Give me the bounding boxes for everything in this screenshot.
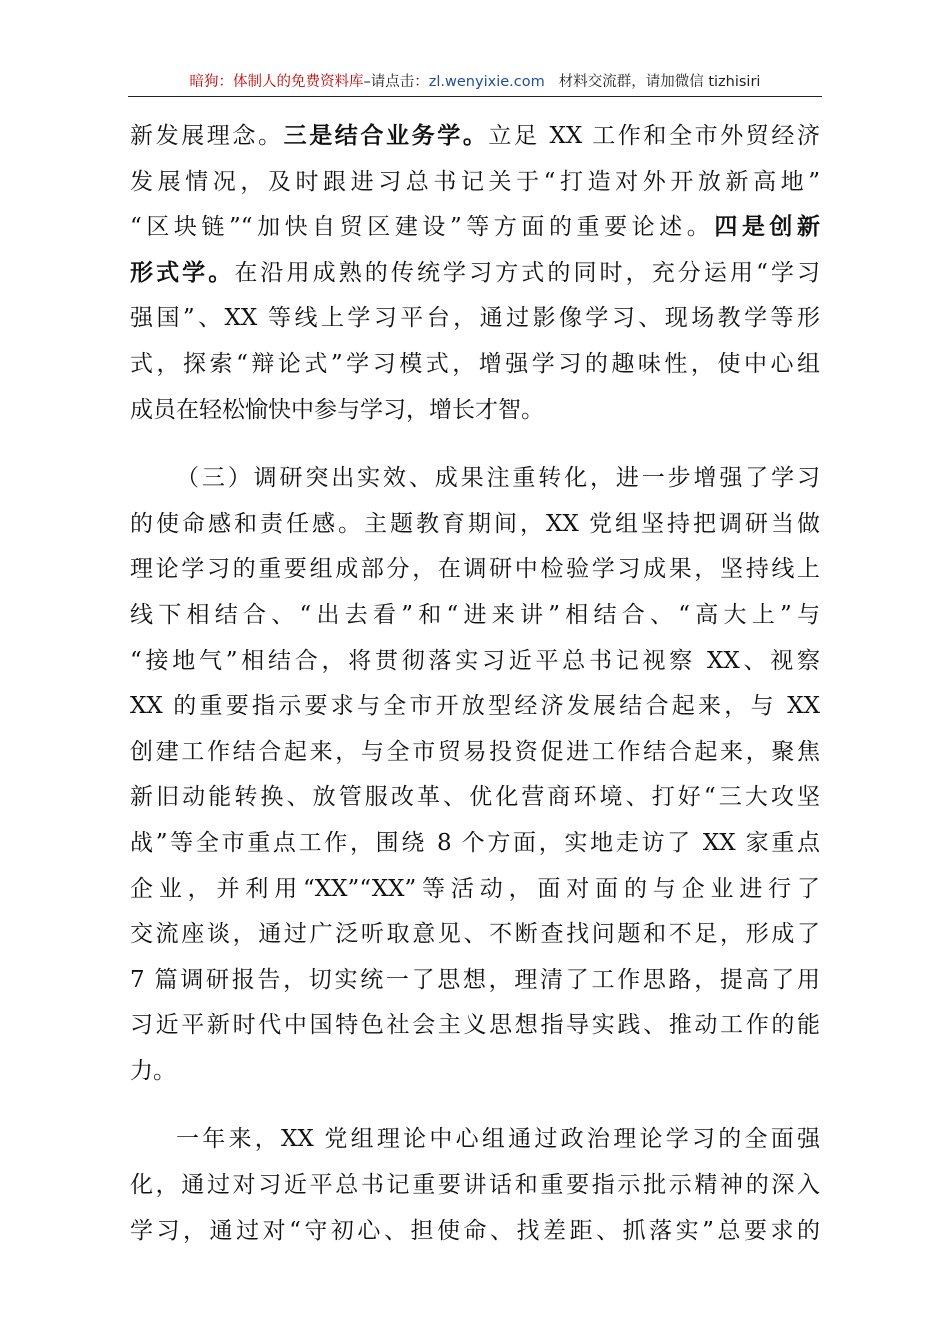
paragraph-gap	[130, 433, 820, 456]
header-wechat-note: 材料交流群，请加微信 tizhisiri	[558, 74, 761, 90]
paragraph-line: 习近平新时代中国特色社会主义思想指导实践、推动工作的能	[130, 1012, 820, 1039]
bold-heading: 形式学。	[130, 259, 235, 286]
paragraph-line: 成员在轻松愉快中参与学习，增长才智。	[130, 396, 544, 423]
paragraph-line: 强国”、XX 等线上学习平台，通过影像学习、现场教学等形	[130, 305, 820, 332]
text-run: 立足 XX 工作和全市外贸经济	[488, 123, 820, 149]
bold-heading: 四是创新	[714, 214, 820, 241]
paragraph-line: 化，通过对习近平总书记重要讲话和重要指示批示精神的深入	[130, 1172, 820, 1199]
paragraph-gap	[130, 1094, 820, 1117]
paragraph-line: 线下相结合、“出去看”和“进来讲”相结合、“高大上”与	[130, 601, 820, 628]
header-prompt: –请点击：	[363, 74, 429, 90]
paragraph-line: 的使命感和责任感。主题教育期间，XX 党组坚持把调研当做	[130, 510, 820, 537]
paragraph-line: （三）调研突出实效、成果注重转化，进一步增强了学习	[176, 465, 820, 492]
paragraph-line: XX 的重要指示要求与全市开放型经济发展结合起来，与 XX	[130, 693, 820, 720]
paragraph-line: 交流座谈，通过广泛听取意见、不断查找问题和不足，形成了	[130, 921, 820, 948]
paragraph-line: 企业，并利用“XX”“XX”等活动，面对面的与企业进行了	[130, 875, 820, 902]
paragraph-line: 力。	[130, 1057, 176, 1084]
paragraph-line: 发展情况，及时跟进习总书记关于“打造对外开放新高地”	[130, 168, 820, 195]
paragraph-line: 新旧动能转换、放管服改革、优化营商环境、打好“三大攻坚	[130, 784, 820, 811]
paragraph-line: 学习，通过对“守初心、担使命、找差距、抓落实”总要求的	[130, 1217, 820, 1244]
header-brand: 暗狗：体制人的免费资料库	[189, 74, 364, 90]
paragraph-line: “接地气”相结合，将贯彻落实习近平总书记视察 XX、视察	[130, 647, 820, 674]
paragraph-line: 一年来，XX 党组理论中心组通过政治理论学习的全面强	[176, 1126, 820, 1153]
page-header	[128, 68, 822, 97]
paragraph-line	[130, 251, 820, 297]
bold-heading: 三是结合业务学。	[283, 123, 489, 149]
paragraph-line	[130, 114, 820, 160]
paragraph-line	[130, 205, 820, 251]
paragraph-line: 式，探索“辩论式”学习模式，增强学习的趣味性，使中心组	[130, 350, 820, 377]
header-url-link[interactable]: zl.wenyixie.com	[428, 74, 545, 90]
text-run: 新发展理念。	[130, 123, 284, 149]
document-body	[130, 114, 820, 1254]
paragraph-line: 创建工作结合起来，与全市贸易投资促进工作结合起来，聚焦	[130, 738, 820, 765]
text-run: 在沿用成熟的传统学习方式的同时，充分运用“学习	[234, 259, 820, 286]
paragraph-line: 战”等全市重点工作，围绕 8 个方面，实地走访了 XX 家重点	[130, 829, 820, 856]
paragraph-line: 7 篇调研报告，切实统一了思想，理清了工作思路，提高了用	[130, 966, 820, 993]
text-run: “区块链”“加快自贸区建设”等方面的重要论述。	[130, 214, 715, 241]
paragraph-line: 理论学习的重要组成部分，在调研中检验学习成果，坚持线上	[130, 556, 820, 583]
